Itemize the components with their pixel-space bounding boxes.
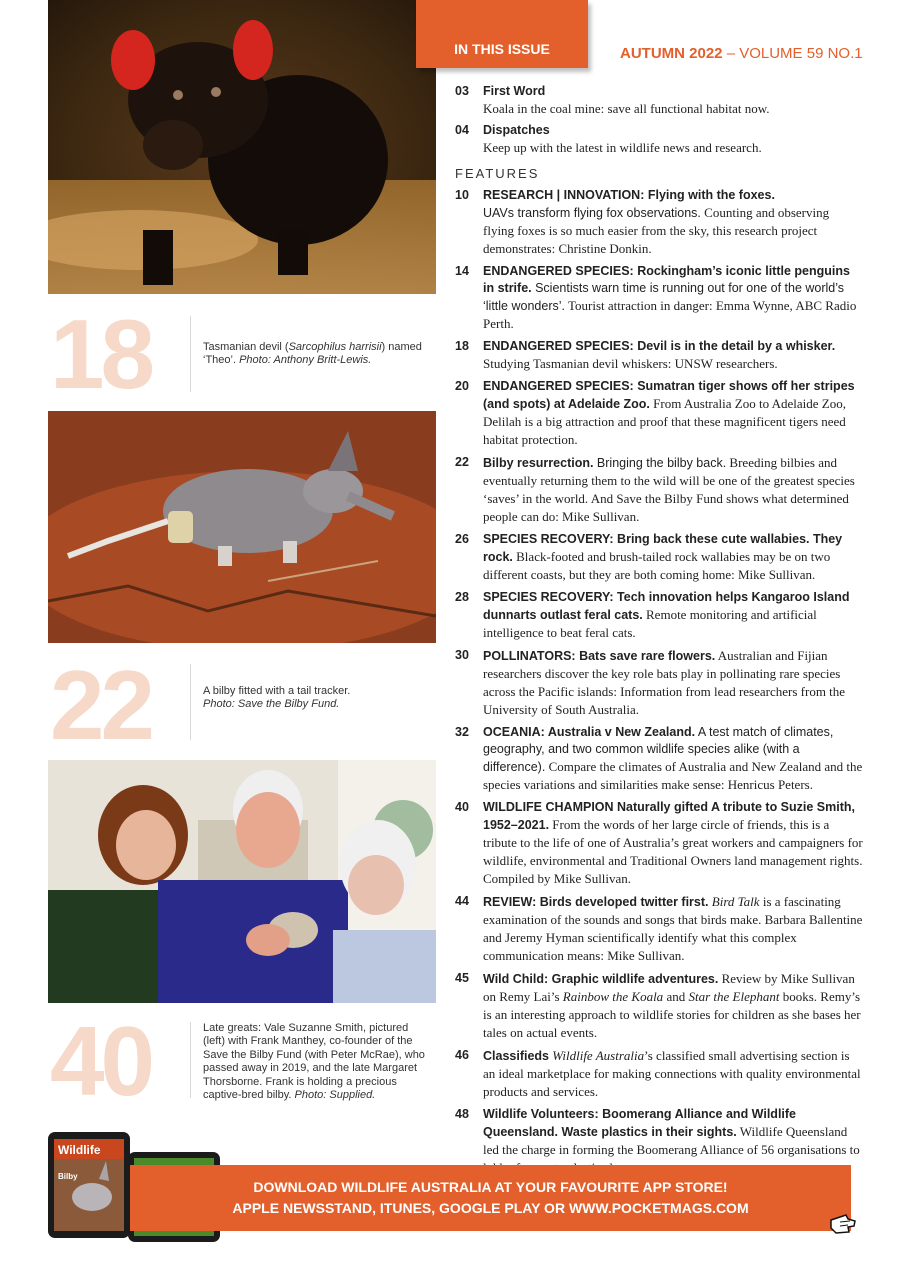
list-item[interactable]: 46 Classifieds Wildlife Australia’s classified small advertising section is an ideal marketplace for making connections with quality environmental products and services. [455, 1048, 861, 1099]
pointing-hand-icon [828, 1212, 858, 1236]
people-caption: Late greats: Vale Suzanne Smith, pictured (left) with Frank Manthey, co-founder of the Save the Bilby Fund (with Peter McRae), who passed away in 2019, and the late Margaret Thorsborne. Frank is holding a precious captive-bred bilby. Photo: Supplied. [203, 1022, 425, 1102]
page-number-22: 22 [50, 650, 152, 760]
page-number-40: 40 [50, 1006, 152, 1116]
banner-line-2: APPLE NEWSSTAND, ITUNES, GOOGLE PLAY OR WWW.POCKETMAGS.COM [232, 1200, 749, 1216]
list-item[interactable]: 26 SPECIES RECOVERY: Bring back these cute wallabies. They rock. Black-footed and brush-tailed rock wallabies may be on two different coasts, but they are both coming home: Mike Sullivan. [455, 532, 843, 582]
features-heading: FEATURES [455, 166, 540, 181]
bilby-caption: A bilby fitted with a tail tracker. Photo: Save the Bilby Fund. [203, 685, 351, 711]
page-number-18: 18 [50, 299, 152, 409]
list-item[interactable]: 14 ENDANGERED SPECIES: Rockingham’s iconic little penguins in strife. Scientists warn time is running out for one of the world’s ‘little wonders’. Tourist attraction in danger: Emma Wynne, ABC Radio Perth. [455, 264, 857, 331]
list-item[interactable]: 32 OCEANIA: Australia v New Zealand. A test match of climates, geography, and two common wildlife species alike (with a difference). Compare the climates of Australia and New Zealand and the species variations and similarities make sense: Henricus Peters. [455, 725, 863, 792]
list-item[interactable]: 48 Wildlife Volunteers: Boomerang Alliance and Wildlife Queensland. Waste plastics in their sights. Wildlife Queensland led the charge in forming the Boomerang Alliance of 56 organisations to [455, 1107, 860, 1157]
list-item[interactable]: 04 Dispatches Keep up with the latest in wildlife news and research. [455, 123, 762, 155]
bilby-photo [48, 411, 436, 643]
list-item[interactable]: 22 Bilby resurrection. Bringing the bilby back. Breeding bilbies and eventually returning them to the wild will be one of the greatest species ‘saves’ in the world. And Save the Bilby Fund shows what determined people can do: Mike Sullivan. [455, 455, 855, 524]
list-item[interactable]: 03 First Word Koala in the coal mine: save all functional habitat now. [455, 84, 770, 116]
issue-volume: AUTUMN 2022 – VOLUME 59 NO.1 [620, 45, 863, 62]
list-item[interactable]: 45 Wild Child: Graphic wildlife adventures. Review by Mike Sullivan on Remy Lai’s Rainbow the Koala and Star the Elephant books. Remy’s is an interesting approach to wildlife stories for children as she bases her tales on actual events. [455, 971, 861, 1040]
download-banner[interactable] [130, 1165, 851, 1231]
devil-caption: Tasmanian devil (Sarcophilus harrisii) named ‘Theo’. Photo: Anthony Britt-Lewis. [203, 341, 422, 367]
list-item[interactable]: 18 ENDANGERED SPECIES: Devil is in the detail by a whisker. Studying Tasmanian devil whiskers: UNSW researchers. [455, 339, 836, 371]
list-item[interactable]: 28 SPECIES RECOVERY: Tech innovation helps Kangaroo Island dunnarts outlast feral cats. Remote monitoring and artificial intelligence to beat feral cats. [455, 590, 850, 640]
divider [190, 1022, 191, 1098]
table-of-contents [455, 83, 863, 1177]
list-item[interactable]: 30 POLLINATORS: Bats save rare flowers. Australian and Fijian researchers discover the key role bats play in pollinating rare species across the Pacific islands: Information from lead researchers from the University of South Australia. [455, 648, 846, 717]
list-item[interactable]: 10 RESEARCH | INNOVATION: Flying with the foxes. UAVs transform flying fox observations. Counting and observing flying foxes is so much easier from the sky, this research project demonstrates: Christine Donkin. [455, 188, 830, 256]
divider [190, 664, 191, 740]
list-item[interactable]: 44 REVIEW: Birds developed twitter first. Bird Talk is a fascinating examination of the sounds and songs that birds make. Barbara Ballentine and Jeremy Hyman scientifically identify what this complex communication means: Mike Sullivan. [455, 894, 863, 963]
cover-masthead: Wildlife [58, 1143, 101, 1157]
banner-line-1: DOWNLOAD WILDLIFE AUSTRALIA AT YOUR FAVOURITE APP STORE! [253, 1179, 728, 1195]
divider [190, 316, 191, 392]
list-item[interactable]: 20 ENDANGERED SPECIES: Sumatran tiger shows off her stripes (and spots) at Adelaide Zoo. From Australia Zoo to Adelaide Zoo, Delilah is a big attraction and proof that these magnificent tigers need habitat protection. [455, 379, 855, 447]
tablet-magazine-cover [48, 1132, 130, 1238]
tasmanian-devil-photo [48, 0, 436, 294]
list-item[interactable]: 40 WILDLIFE CHAMPION Naturally gifted A tribute to Suzie Smith, 1952–2021. From the words of her large circle of friends, this is a tribute to the life of one of Australia’s great workers and campaigners for wildlife, environmental and Traditional Owners land management rights. Compiled by Mike Sullivan. [455, 800, 863, 886]
in-this-issue-tab: IN THIS ISSUE [416, 0, 588, 68]
cover-word: Bilby [58, 1172, 78, 1181]
people-photo [48, 760, 436, 1003]
